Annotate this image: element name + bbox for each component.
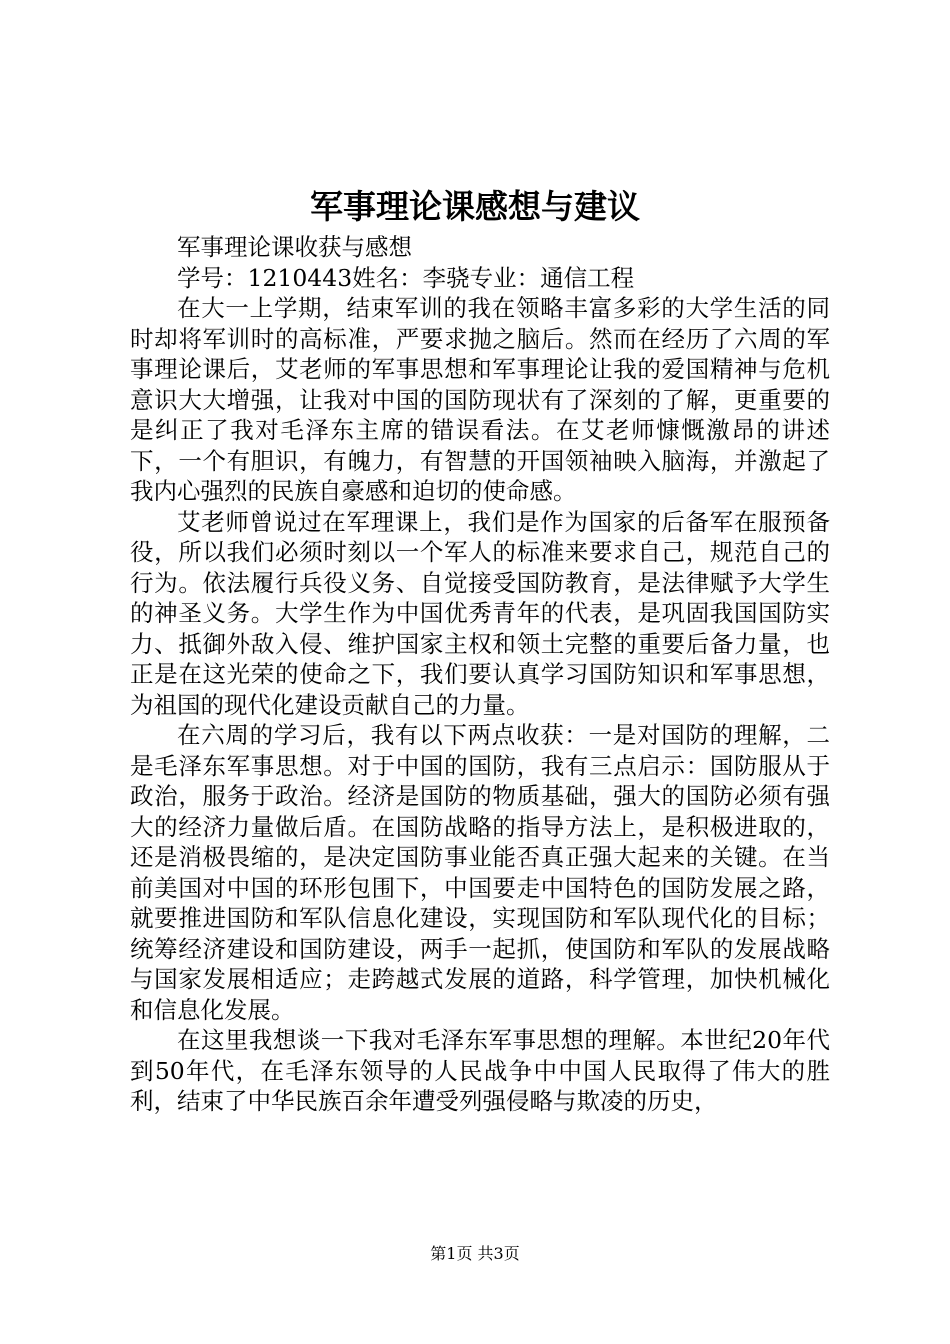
- page-footer: 第1页 共3页: [430, 1244, 520, 1263]
- subtitle-paragraph: 军事理论课收获与感想: [177, 233, 412, 261]
- document-title: 军事理论课感想与建议: [310, 187, 640, 226]
- body-paragraph: 在大一上学期，结束军训的我在领略丰富多彩的大学生活的同时却将军训时的高标准，严要求抛之脑后。然而在经历了六周的军事理论课后，艾老师的军事思想和军事理论让我的爱国精神与危机意识大大增强，让我对中国的国防现状有了深刻的了解，更重要的是纠正了我对毛泽东主席的错误看法。在艾老师慷慨激昂的讲述下，一个有胆识，有魄力，有智慧的开国领袖映入脑海，并激起了我内心强烈的民族自豪感和迫切的使命感。: [130, 294, 830, 505]
- body-paragraph: 艾老师曾说过在军理课上，我们是作为国家的后备军在服预备役，所以我们必须时刻以一个军人的标准来要求自己，规范自己的行为。依法履行兵役义务、自觉接受国防教育，是法律赋予大学生的神圣义务。大学生作为中国优秀青年的代表，是巩固我国国防实力、抵御外敌入侵、维护国家主权和领土完整的重要后备力量，也正是在这光荣的使命之下，我们要认真学习国防知识和军事思想，为祖国的现代化建设贡献自己的力量。: [130, 507, 830, 719]
- body-paragraph: 在六周的学习后，我有以下两点收获：一是对国防的理解，二是毛泽东军事思想。对于中国的国防，我有三点启示：国防服从于政治，服务于政治。经济是国防的物质基础，强大的国防必须有强大的经济力量做后盾。在国防战略的指导方法上，是积极进取的，还是消极畏缩的，是决定国防事业能否真正强大起来的关键。在当前美国对中国的环形包围下，中国要走中国特色的国防发展之路，就要推进国防和军队信息化建设，实现国防和军队现代化的目标；统筹经济建设和国防建设，两手一起抓，使国防和军队的发展战略与国家发展相适应；走跨越式发展的道路，科学管理，加快机械化和信息化发展。: [130, 721, 830, 1024]
- student-info-paragraph: 学号：1210443姓名：李骁专业：通信工程: [177, 263, 635, 292]
- document-body: [130, 232, 830, 1117]
- body-paragraph: 在这里我想谈一下我对毛泽东军事思想的理解。本世纪20年代到50年代，在毛泽东领导的人民战争中中国人民取得了伟大的胜利，结束了中华民族百余年遭受列强侵略与欺凌的历史，: [130, 1026, 830, 1115]
